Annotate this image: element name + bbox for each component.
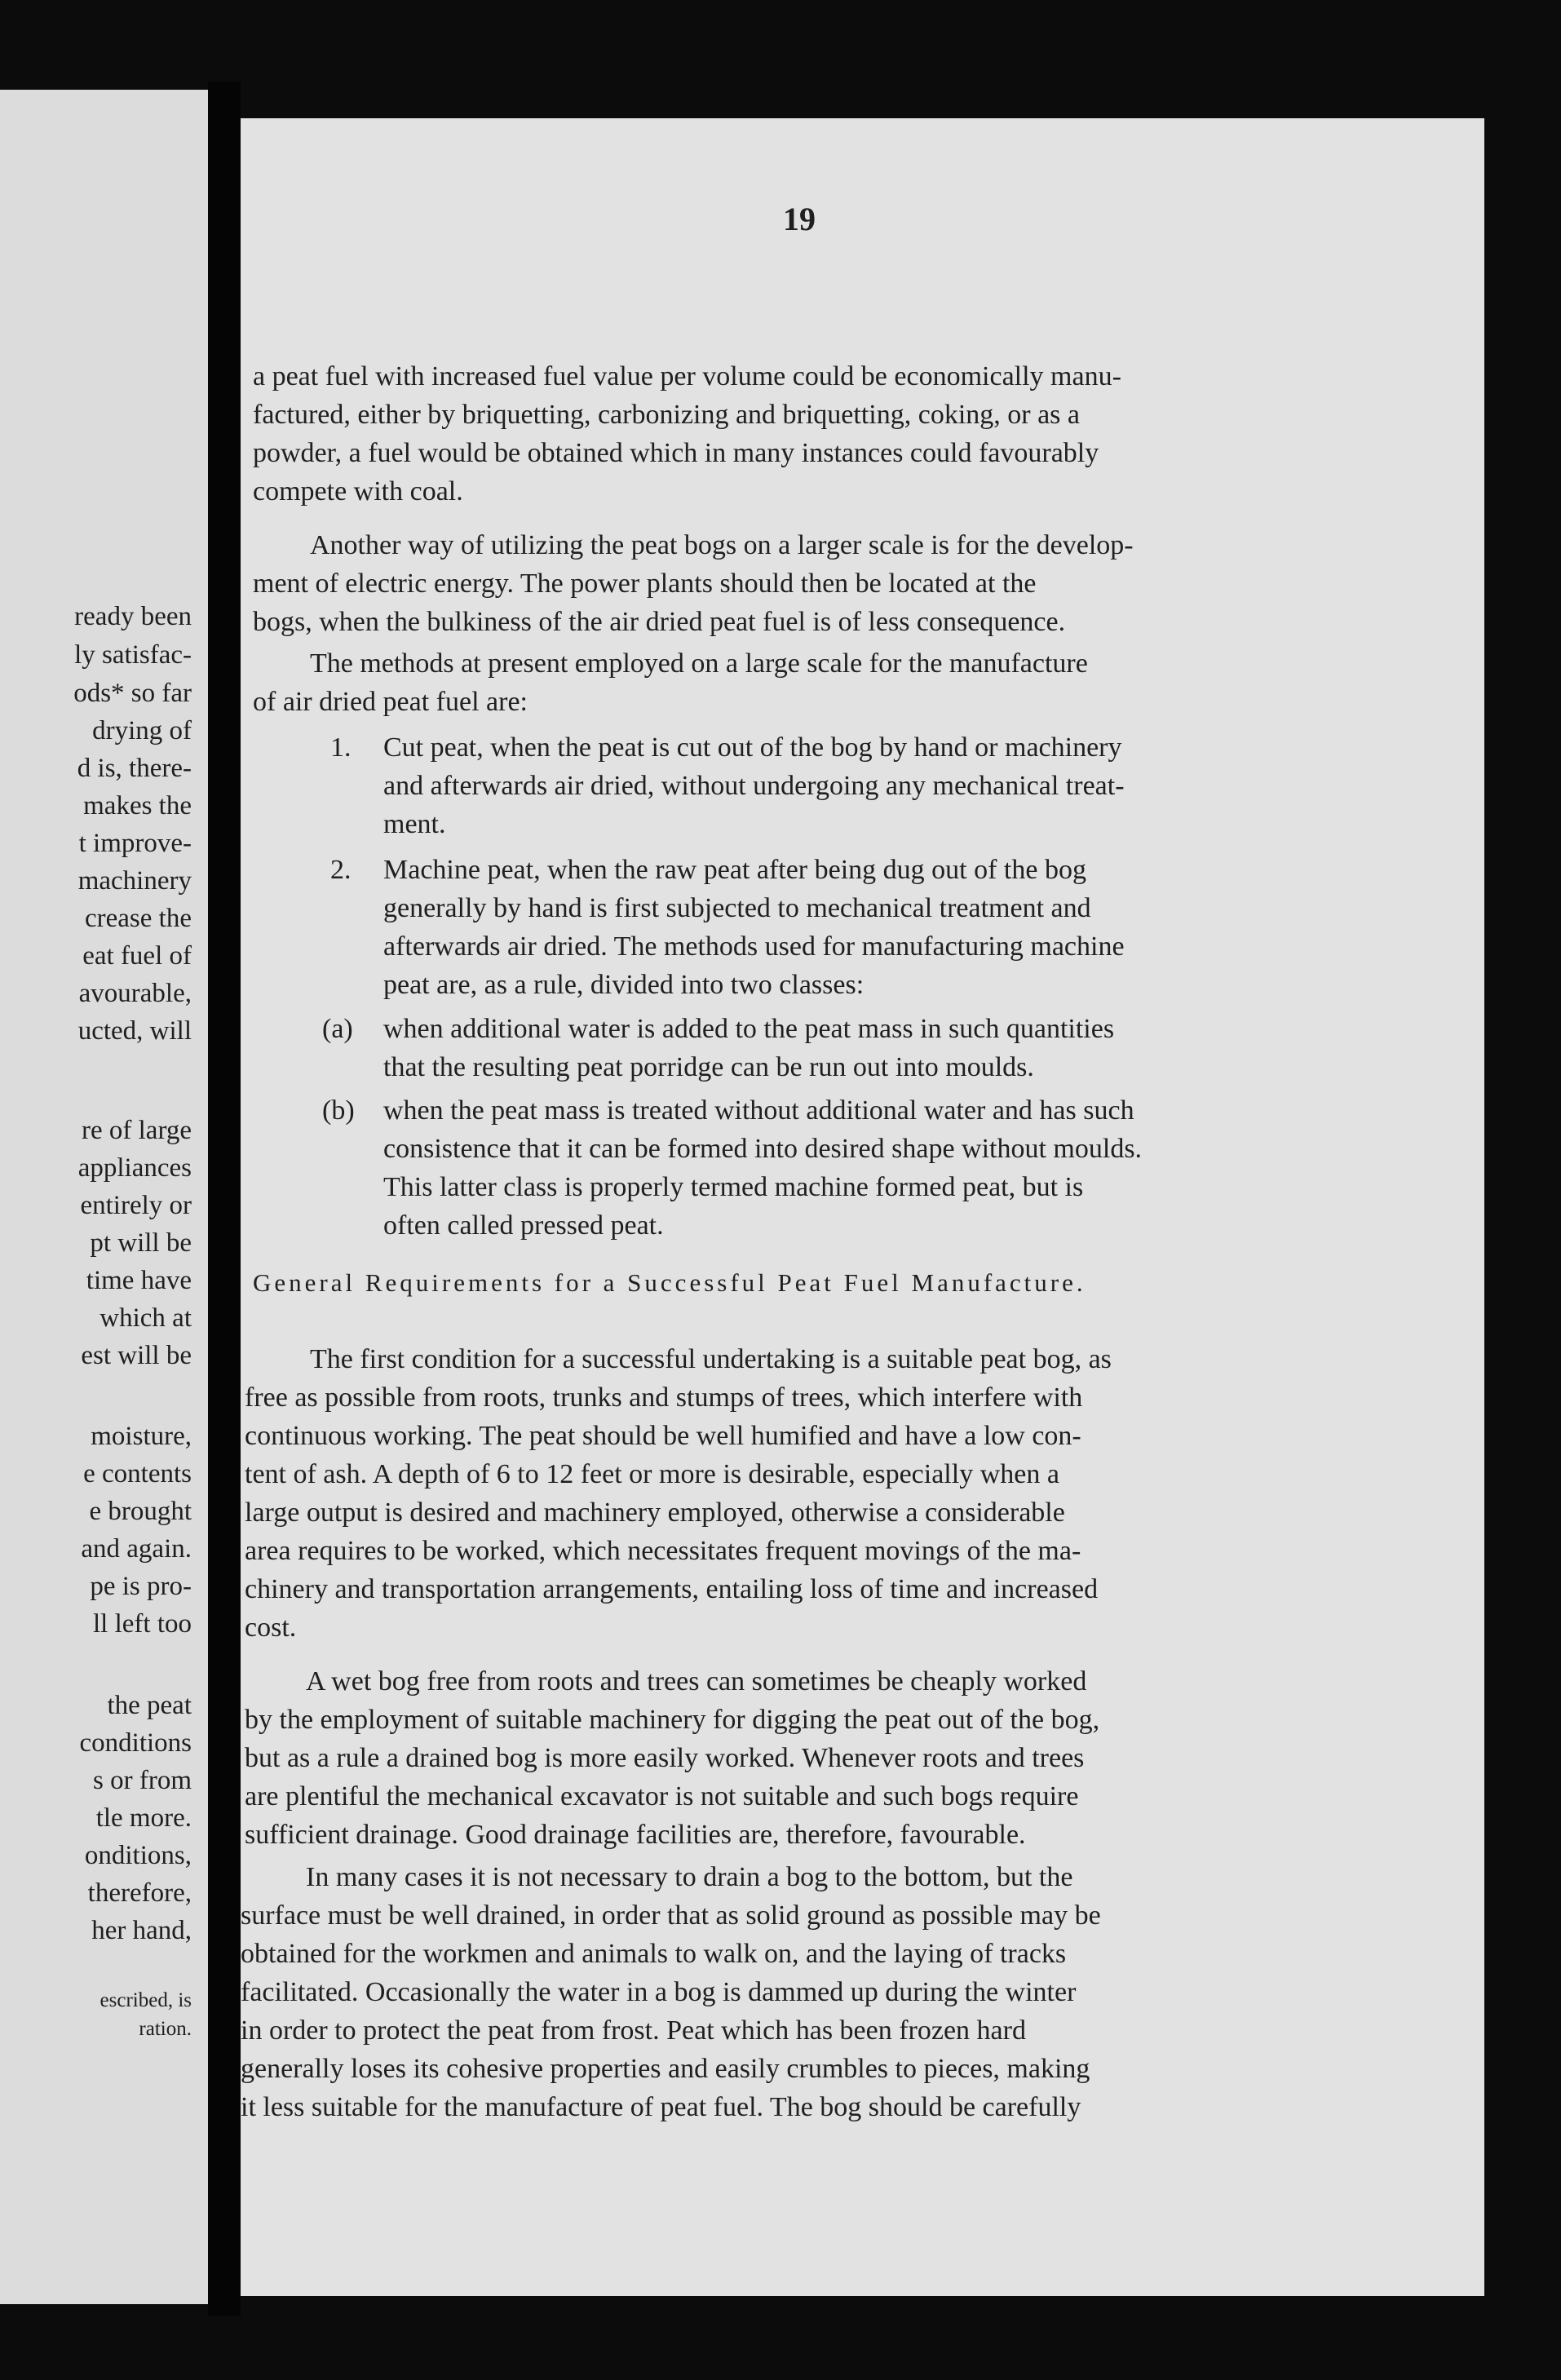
list-number: 2. [330, 855, 352, 885]
text-line: and afterwards air dried, without undergoing any mechanical treat- [383, 771, 1125, 801]
left-page-line: pt will be [90, 1228, 192, 1258]
left-page-line: onditions, [84, 1841, 192, 1870]
text-line: cost. [245, 1612, 297, 1643]
text-line: often called pressed peat. [383, 1210, 664, 1241]
left-page-line: avourable, [78, 979, 192, 1008]
left-page-line: ration. [139, 2018, 192, 2040]
text-line: Cut peat, when the peat is cut out of the bog by hand or machinery [383, 732, 1122, 763]
left-page-line: ucted, will [77, 1016, 192, 1046]
text-line: continuous working. The peat should be well humified and have a low con- [245, 1421, 1081, 1451]
left-page-line: machinery [77, 866, 192, 896]
left-page-fragment [0, 90, 208, 2304]
left-page-line: escribed, is [99, 1989, 192, 2011]
text-line: This latter class is properly termed machine formed peat, but is [383, 1172, 1084, 1202]
text-line: when the peat mass is treated without additional water and has such [383, 1095, 1134, 1126]
text-line: when additional water is added to the peat mass in such quantities [383, 1014, 1115, 1044]
list-number: 1. [330, 732, 352, 763]
text-line: obtained for the workmen and animals to walk on, and the laying of tracks [241, 1939, 1067, 1969]
text-line: surface must be well drained, in order that as solid ground as possible may be [241, 1900, 1101, 1931]
text-line: sufficient drainage. Good drainage facilities are, therefore, favourable. [245, 1820, 1026, 1850]
text-line: consistence that it can be formed into desired shape without moulds. [383, 1134, 1143, 1164]
left-page-line: her hand, [91, 1916, 192, 1945]
text-line: it less suitable for the manufacture of peat fuel. The bog should be carefully [241, 2092, 1081, 2122]
text-line: are plentiful the mechanical excavator is not suitable and such bogs require [245, 1781, 1079, 1812]
text-line: factured, either by briquetting, carbonizing and briquetting, coking, or as a [253, 400, 1081, 430]
left-page-line: crease the [85, 904, 192, 933]
left-page-line: entirely or [80, 1191, 192, 1220]
text-line: generally by hand is first subjected to mechanical treatment and [383, 893, 1091, 923]
page-number: 19 [783, 201, 816, 237]
book-gutter [208, 82, 241, 2316]
left-page-line: est will be [81, 1341, 192, 1370]
text-line: of air dried peat fuel are: [253, 687, 528, 717]
text-line: tent of ash. A depth of 6 to 12 feet or more is desirable, especially when a [245, 1459, 1059, 1489]
left-page-line: ods* so far [73, 679, 192, 708]
text-line: that the resulting peat porridge can be run out into moulds. [383, 1052, 1034, 1082]
text-line: ment of electric energy. The power plants should then be located at the [253, 568, 1037, 599]
text-line: The methods at present employed on a large scale for the manufacture [310, 648, 1088, 679]
left-page-line: and again. [81, 1534, 192, 1564]
left-page-line: conditions [79, 1728, 192, 1758]
list-label: (a) [322, 1014, 353, 1044]
text-line: generally loses its cohesive properties and easily crumbles to pieces, making [241, 2054, 1090, 2084]
text-line: area requires to be worked, which necessitates frequent movings of the ma- [245, 1536, 1081, 1566]
left-page-line: which at [99, 1303, 192, 1333]
left-page-line: the peat [107, 1691, 192, 1720]
text-line: Machine peat, when the raw peat after being dug out of the bog [383, 855, 1086, 885]
text-line: peat are, as a rule, divided into two classes: [383, 970, 865, 1000]
text-line: in order to protect the peat from frost. Peat which has been frozen hard [241, 2015, 1026, 2046]
text-line: a peat fuel with increased fuel value per volume could be economically manu- [253, 361, 1121, 392]
left-page-line: ly satisfac- [74, 640, 192, 670]
left-page-line: e contents [83, 1459, 192, 1489]
text-line: The first condition for a successful undertaking is a suitable peat bog, as [310, 1344, 1112, 1374]
text-line: afterwards air dried. The methods used for manufacturing machine [383, 931, 1125, 962]
text-line: free as possible from roots, trunks and stumps of trees, which interfere with [245, 1382, 1083, 1413]
left-page-line: tle more. [95, 1803, 192, 1833]
left-page-line: pe is pro- [90, 1572, 192, 1601]
left-page-line: drying of [92, 716, 192, 745]
text-line: A wet bog free from roots and trees can sometimes be cheaply worked [306, 1666, 1087, 1697]
left-page-line: d is, there- [77, 754, 192, 783]
text-line: bogs, when the bulkiness of the air dried peat fuel is of less consequence. [253, 607, 1066, 637]
text-line: large output is desired and machinery employed, otherwise a considerable [245, 1497, 1065, 1528]
text-line: by the employment of suitable machinery for digging the peat out of the bog, [245, 1705, 1100, 1735]
left-page-line: eat fuel of [82, 941, 192, 971]
left-page-line: ll left too [93, 1609, 192, 1639]
text-line: powder, a fuel would be obtained which in many instances could favourably [253, 438, 1099, 468]
text-line: compete with coal. [253, 476, 463, 507]
text-line: but as a rule a drained bog is more easily worked. Whenever roots and trees [245, 1743, 1085, 1773]
section-heading: General Requirements for a Successful Peat Fuel Manufacture. [253, 1268, 1086, 1297]
left-page-line: moisture, [91, 1422, 192, 1451]
left-page-line: therefore, [87, 1878, 192, 1908]
left-page-line: time have [86, 1266, 192, 1295]
list-label: (b) [322, 1095, 355, 1126]
text-line: facilitated. Occasionally the water in a bog is dammed up during the winter [241, 1977, 1077, 2007]
text-line: In many cases it is not necessary to drain a bog to the bottom, but the [306, 1862, 1073, 1892]
text-line: chinery and transportation arrangements, entailing loss of time and increased [245, 1574, 1099, 1604]
text-line: Another way of utilizing the peat bogs on a larger scale is for the develop- [310, 530, 1134, 560]
left-page-line: re of large [82, 1116, 192, 1145]
left-page-line: appliances [77, 1153, 192, 1183]
left-page-line: t improve- [78, 829, 192, 858]
text-line: ment. [383, 809, 446, 839]
left-page-line: s or from [93, 1766, 192, 1795]
left-page-line: e brought [89, 1497, 192, 1526]
left-page-line: makes the [83, 791, 192, 821]
left-page-line: ready been [74, 602, 192, 631]
